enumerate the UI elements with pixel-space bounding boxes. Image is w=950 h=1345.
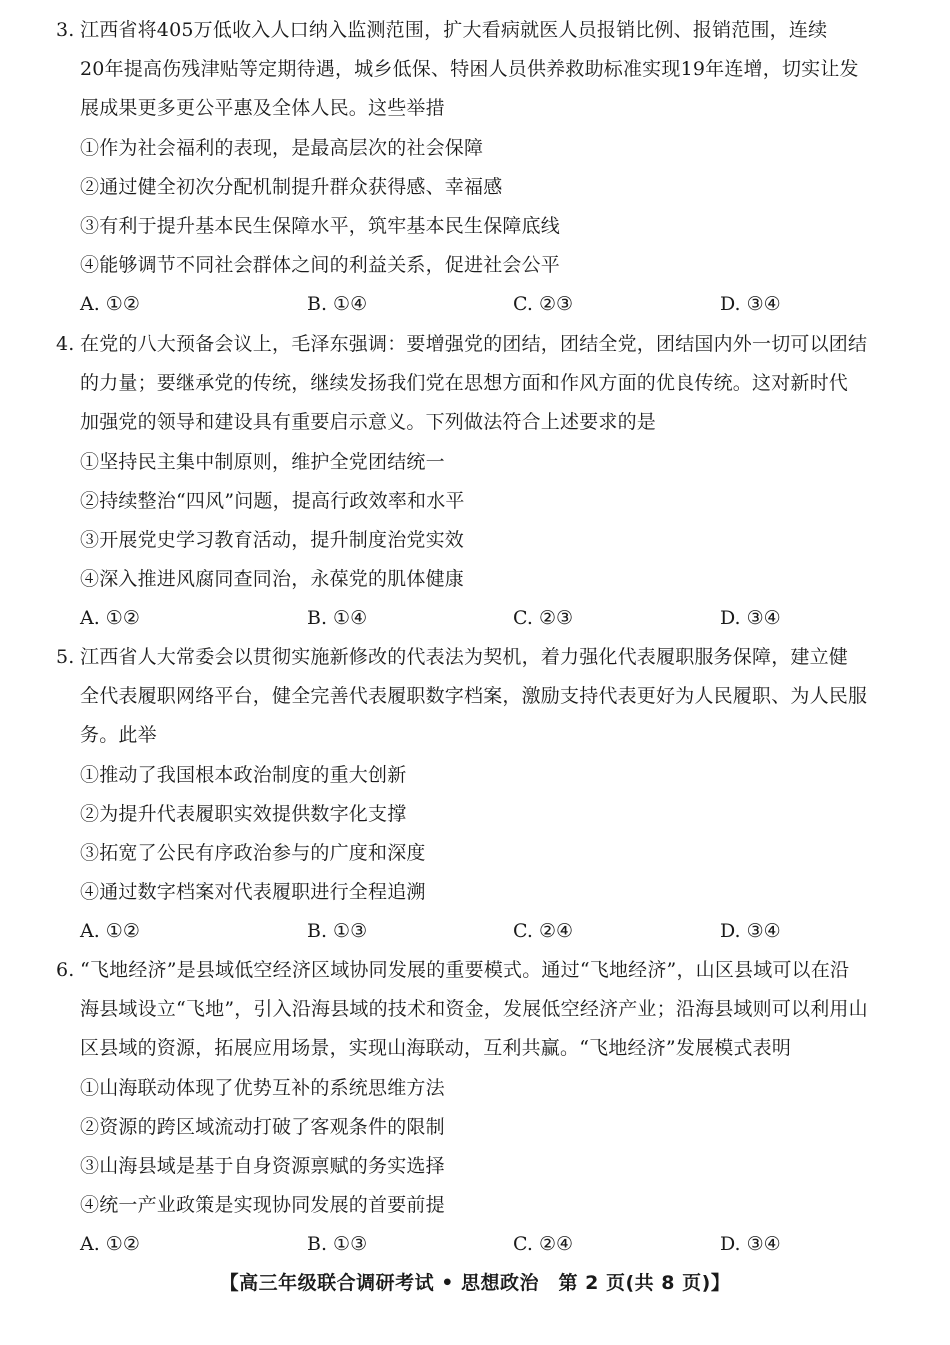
- question-4-stem-line-3: 加强党的领导和建设具有重要启示意义。下列做法符合上述要求的是: [80, 411, 657, 434]
- question-3-option-2: ②通过健全初次分配机制提升群众获得感、幸福感: [80, 175, 503, 198]
- question-3-stem: [56, 11, 904, 129]
- question-6-number: 6.: [56, 959, 75, 981]
- question-3-choice-b: B. ①④: [307, 293, 368, 316]
- question-3-number: 3.: [56, 19, 75, 41]
- question-4: [56, 325, 904, 639]
- question-3-stem-line-1: 江西省将405万低收入人口纳入监测范围，扩大看病就医人员报销比例、报销范围，连续: [80, 19, 828, 41]
- question-5-option-1: ①推动了我国根本政治制度的重大创新: [80, 763, 407, 786]
- question-4-stem-line-1: 在党的八大预备会议上，毛泽东强调：要增强党的团结，团结全党，团结国内外一切可以团结: [80, 333, 868, 355]
- question-6-choice-c: C. ②④: [513, 1233, 574, 1256]
- question-6-stem-line-2: 海县域设立“飞地”，引入沿海县域的技术和资金，发展低空经济产业；沿海县域则可以利用山: [80, 998, 868, 1021]
- question-4-choice-d: D. ③④: [720, 607, 781, 630]
- question-4-option-1: ①坚持民主集中制原则，维护全党团结统一: [80, 450, 445, 473]
- question-6-option-3: ③山海县域是基于自身资源禀赋的务实选择: [80, 1154, 445, 1177]
- question-5-choice-d: D. ③④: [720, 920, 781, 943]
- question-3: [56, 11, 904, 325]
- question-6-choice-a: A. ①②: [80, 1233, 140, 1256]
- question-5-choice-c: C. ②④: [513, 920, 574, 943]
- question-4-choice-b: B. ①④: [307, 607, 368, 630]
- question-5-stem-line-2: 全代表履职网络平台，健全完善代表履职数字档案，激励支持代表更好为人民履职、为人民服: [80, 685, 868, 708]
- question-6-option-4: ④统一产业政策是实现协同发展的首要前提: [80, 1194, 445, 1217]
- page-footer-text: 【高三年级联合调研考试 • 思想政治 第 2 页(共 8 页)】: [219, 1272, 731, 1294]
- question-6: [56, 951, 904, 1265]
- question-3-option-4: ④能够调节不同社会群体之间的利益关系，促进社会公平: [80, 254, 561, 277]
- question-5-option-4: ④通过数字档案对代表履职进行全程追溯: [80, 881, 426, 904]
- question-4-option-4: ④深入推进风腐同查同治，永葆党的肌体健康: [80, 568, 465, 591]
- question-6-option-1: ①山海联动体现了优势互补的系统思维方法: [80, 1076, 445, 1099]
- question-5-choices: [56, 912, 904, 951]
- question-6-choices: [56, 1225, 904, 1264]
- question-3-option-1: ①作为社会福利的表现，是最高层次的社会保障: [80, 136, 484, 159]
- question-4-option-2: ②持续整治“四风”问题，提高行政效率和水平: [80, 489, 465, 512]
- question-5-option-3: ③拓宽了公民有序政治参与的广度和深度: [80, 841, 426, 864]
- question-5-option-2: ②为提升代表履职实效提供数字化支撑: [80, 802, 407, 825]
- question-3-stem-line-2: 20年提高伤残津贴等定期待遇，城乡低保、特困人员供养救助标准实现19年连增，切实让发: [80, 58, 859, 81]
- question-5-stem-line-1: 江西省人大常委会以贯彻实施新修改的代表法为契机，着力强化代表履职服务保障，建立健: [80, 646, 849, 668]
- page-footer: [0, 1268, 950, 1295]
- question-6-choice-d: D. ③④: [720, 1233, 781, 1256]
- question-3-choice-d: D. ③④: [720, 293, 781, 316]
- question-5-number: 5.: [56, 646, 75, 668]
- question-5-choice-b: B. ①③: [307, 920, 368, 943]
- question-4-option-3: ③开展党史学习教育活动，提升制度治党实效: [80, 528, 465, 551]
- question-3-choice-a: A. ①②: [80, 293, 140, 316]
- question-6-choice-b: B. ①③: [307, 1233, 368, 1256]
- question-5-stem: [56, 638, 904, 756]
- question-5: [56, 638, 904, 952]
- question-6-stem: [56, 951, 904, 1069]
- question-6-stem-line-3: 区县域的资源，拓展应用场景，实现山海联动，互利共赢。“飞地经济”发展模式表明: [80, 1037, 792, 1060]
- question-4-choice-a: A. ①②: [80, 607, 140, 630]
- question-3-choices: [56, 285, 904, 324]
- question-5-stem-line-3: 务。此举: [80, 724, 157, 747]
- question-5-choice-a: A. ①②: [80, 920, 140, 943]
- question-3-option-3: ③有利于提升基本民生保障水平，筑牢基本民生保障底线: [80, 214, 561, 237]
- question-4-stem-line-2: 的力量；要继承党的传统，继续发扬我们党在思想方面和作风方面的优良传统。这对新时代: [80, 372, 849, 395]
- question-4-choice-c: C. ②③: [513, 607, 574, 630]
- question-3-choice-c: C. ②③: [513, 293, 574, 316]
- question-3-stem-line-3: 展成果更多更公平惠及全体人民。这些举措: [80, 97, 445, 120]
- question-4-number: 4.: [56, 333, 75, 355]
- question-6-stem-line-1: “飞地经济”是县域低空经济区域协同发展的重要模式。通过“飞地经济”，山区县域可以在沿: [80, 959, 850, 981]
- question-4-stem: [56, 325, 904, 443]
- question-4-choices: [56, 599, 904, 638]
- question-6-option-2: ②资源的跨区域流动打破了客观条件的限制: [80, 1115, 445, 1138]
